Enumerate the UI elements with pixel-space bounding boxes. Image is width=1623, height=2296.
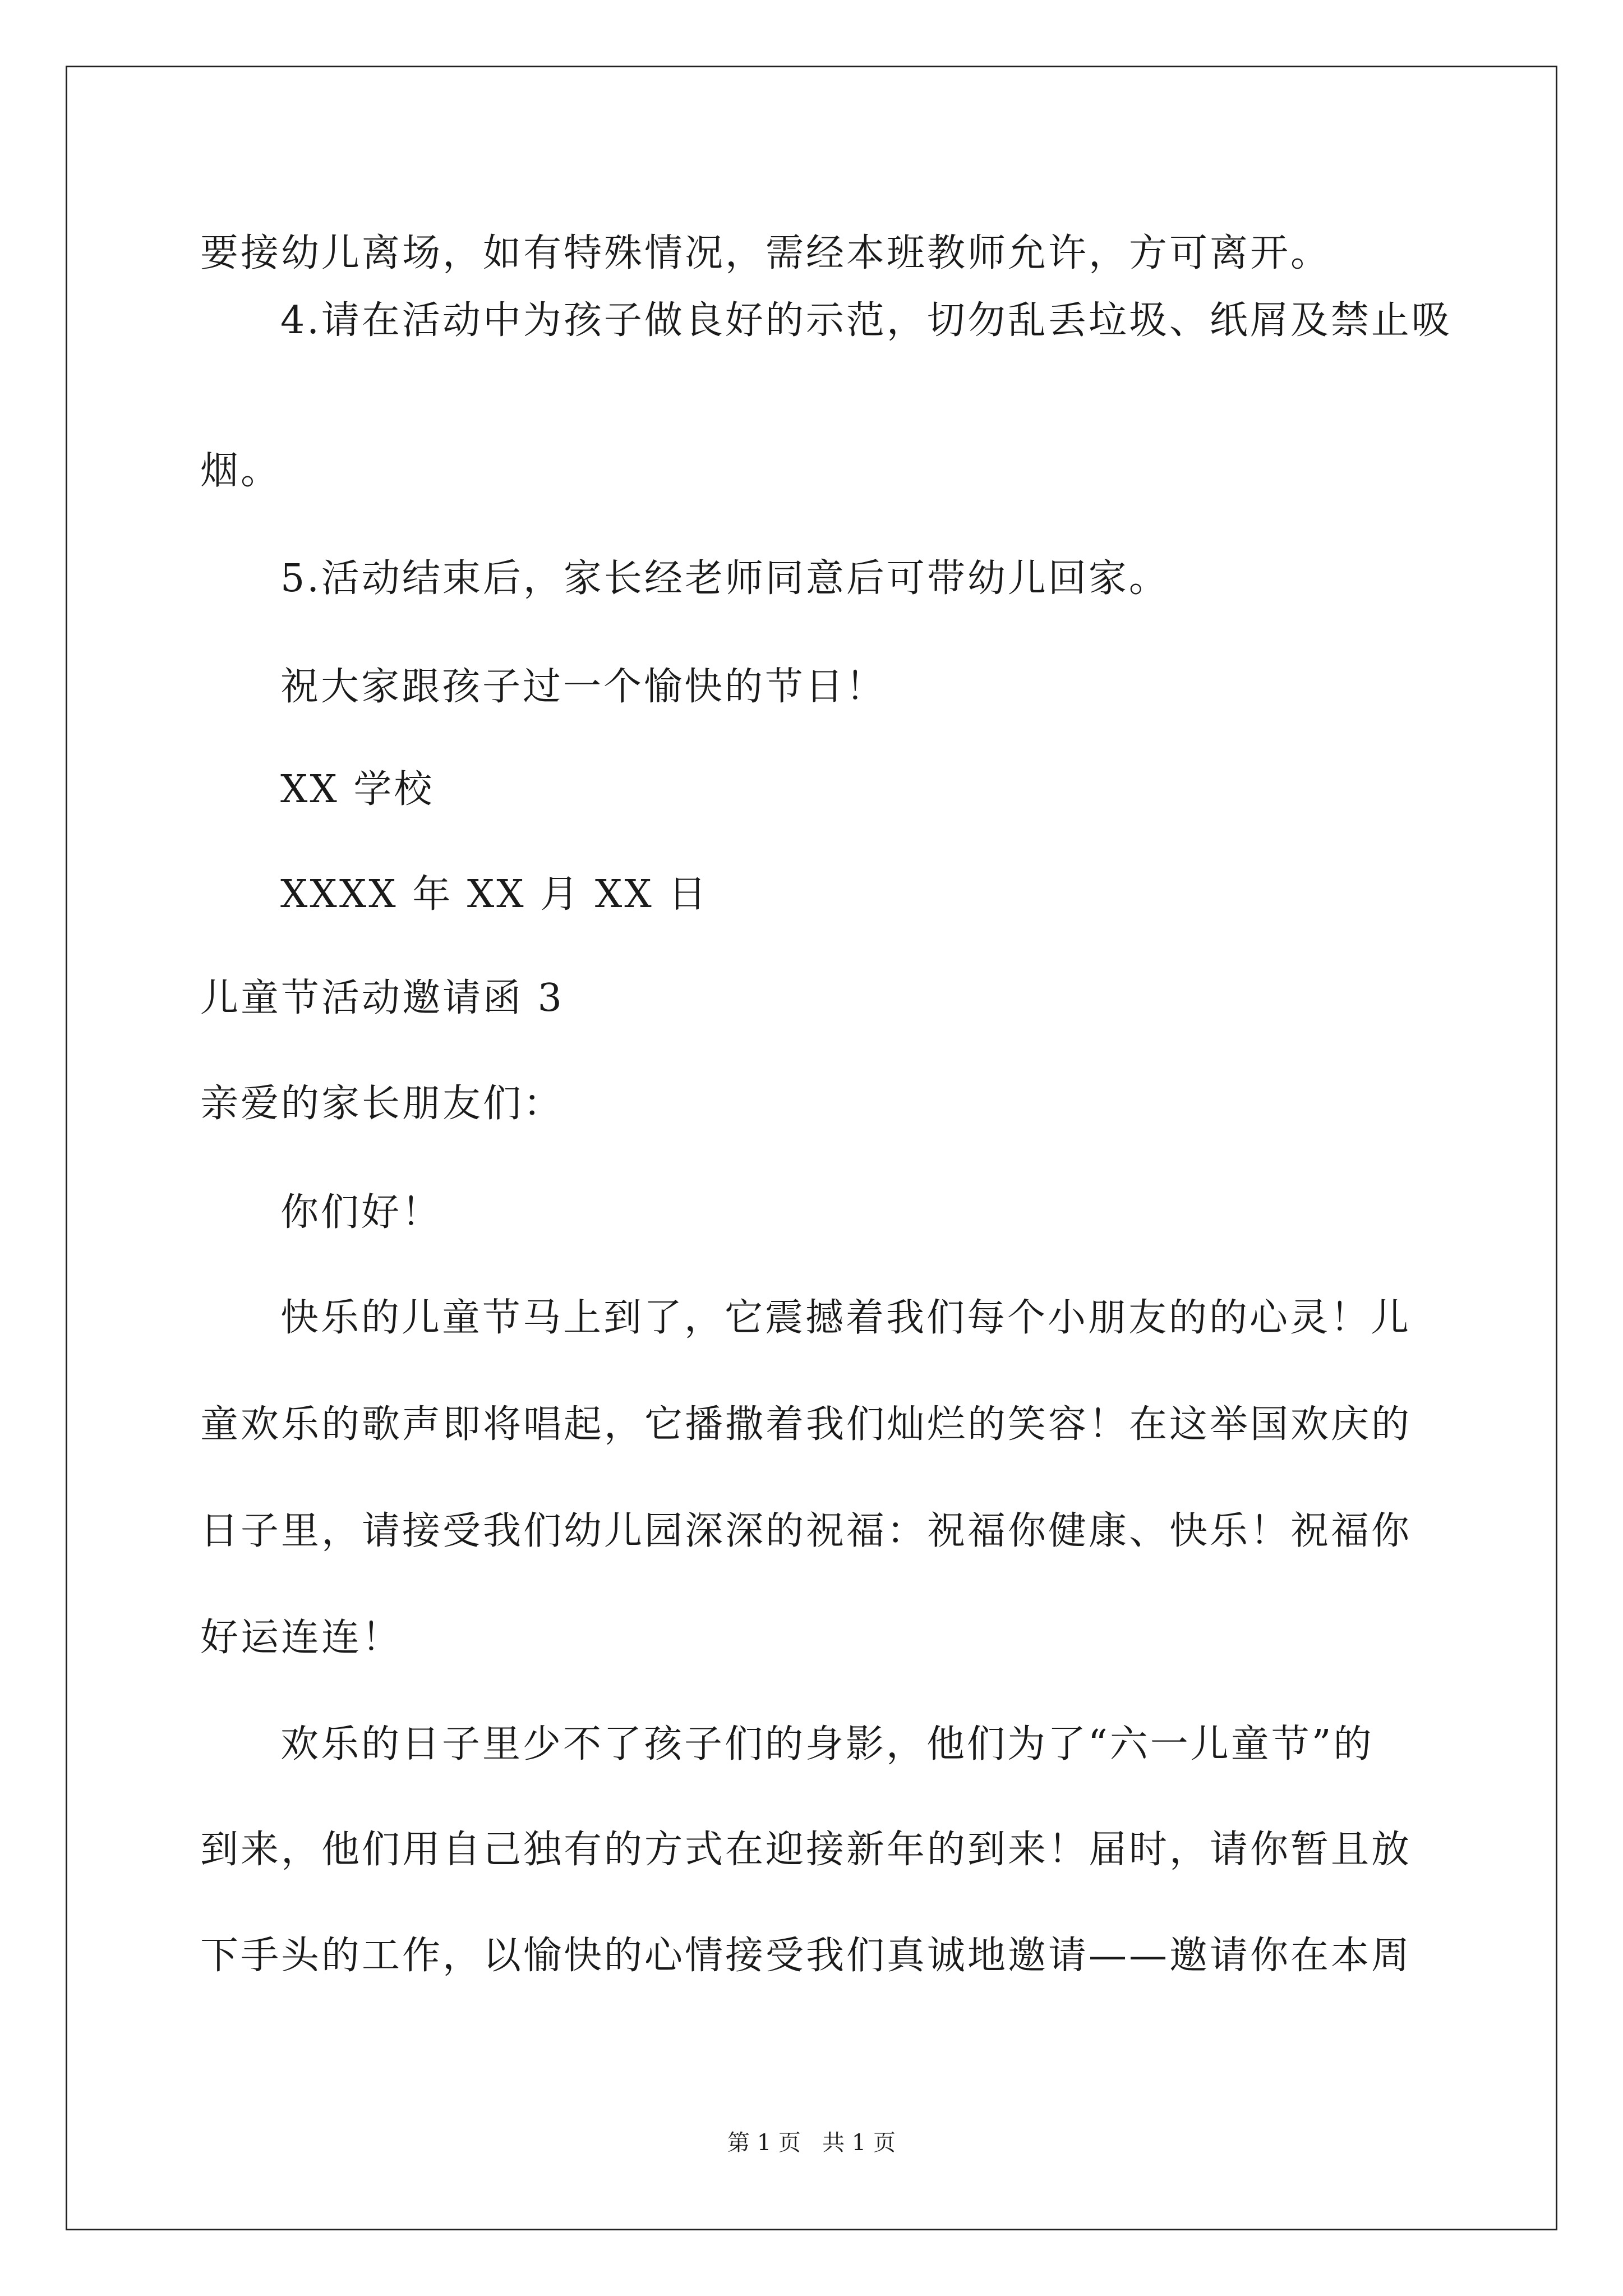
text-line: 日子里，请接受我们幼儿园深深的祝福：祝福你健康、快乐！祝福你 [200,1509,1412,1553]
signature-school: XX 学校 [280,767,435,812]
text-line: 童欢乐的歌声即将唱起，它播撒着我们灿烂的笑容！在这举国欢庆的 [200,1402,1412,1447]
text-line: 好运连连！ [200,1616,403,1660]
section-heading: 儿童节活动邀请函 3 [200,976,564,1020]
text-line: 烟。 [200,449,282,493]
text-line: 5.活动结束后，家长经老师同意后可带幼儿回家。 [280,556,1169,601]
text-line: 快乐的儿童节马上到了，它震撼着我们每个小朋友的的心灵！儿 [280,1296,1412,1340]
text-line: 下手头的工作，以愉快的心情接受我们真诚地邀请——邀请你在本周 [200,1934,1412,1978]
page-border [66,66,1557,2230]
text-line: 要接幼儿离场，如有特殊情况，需经本班教师允许，方可离开。 [200,231,1331,275]
salutation: 亲爱的家长朋友们： [200,1082,564,1126]
signature-date: XXXX 年 XX 月 XX 日 [280,872,709,917]
text-line: 到来，他们用自己独有的方式在迎接新年的到来！届时，请你暂且放 [200,1828,1412,1872]
page-footer: 第 1 页 共 1 页 [727,2130,896,2156]
greeting: 你们好！ [280,1190,442,1235]
text-line: 祝大家跟孩子过一个愉快的节日！ [280,665,887,709]
text-line: 4.请在活动中为孩子做良好的示范，切勿乱丢垃圾、纸屑及禁止吸 [280,298,1452,343]
text-line: 欢乐的日子里少不了孩子们的身影，他们为了“六一儿童节”的 [280,1722,1374,1766]
